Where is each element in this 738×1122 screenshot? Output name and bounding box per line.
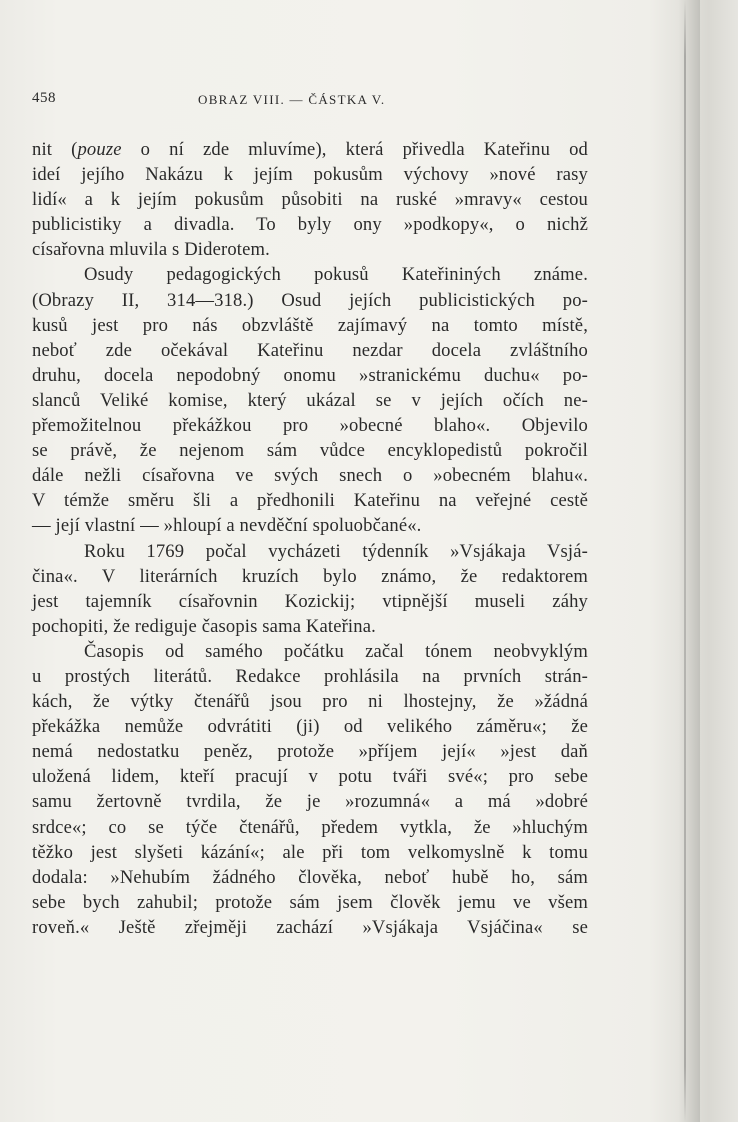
text-line-content: jest tajemník císařovnin Kozickij; vtipnější museli záhy bbox=[32, 590, 588, 612]
text-line-content: kusů jest pro nás obzvláště zajímavý na tomto místě, bbox=[32, 314, 588, 336]
text-line bbox=[32, 313, 588, 338]
text-line-content: lidí« a k jejím pokusům působiti na ruské »mravy« cestou bbox=[32, 189, 588, 211]
text-line bbox=[32, 513, 588, 538]
text-line bbox=[32, 388, 588, 413]
text-line bbox=[32, 262, 588, 287]
text-line-content: kách, že výtky čtenářů jsou pro ni lhostejny, že »žádná bbox=[32, 691, 588, 713]
text-line-content: nit ( bbox=[32, 139, 78, 160]
text-line bbox=[32, 338, 588, 363]
text-line-content: se právě, že nejenom sám vůdce encyklopedistů pokročil bbox=[32, 440, 588, 462]
text-line-content: těžko jest slyšeti kázání«; ale při tom velkomyslně k tomu bbox=[32, 841, 588, 863]
text-line-content: (Obrazy II, 314—318.) Osud jejích publicistických po- bbox=[32, 289, 588, 311]
text-line-content: srdce«; co se týče čtenářů, předem vytkla, že »hluchým bbox=[32, 816, 588, 838]
text-line-content: Osudy pedagogických pokusů Kateřininých známe. bbox=[84, 264, 588, 286]
text-line-content: slanců Veliké komise, který ukázal se v jejích očích ne- bbox=[32, 389, 588, 411]
text-line bbox=[32, 463, 588, 488]
text-line bbox=[32, 639, 588, 664]
text-line bbox=[32, 739, 588, 764]
text-line-content: uložená lidem, kteří pracují v potu tváři své«; pro sebe bbox=[32, 766, 588, 788]
page-edge-shadow bbox=[678, 0, 700, 1122]
text-line-content: čina«. V literárních kruzích bylo známo, že redaktorem bbox=[32, 565, 588, 587]
text-line-content: přemožitelnou překážkou pro »obecné blaho«. Objevilo bbox=[32, 415, 588, 437]
page-edge-line bbox=[684, 0, 686, 1122]
text-line bbox=[32, 589, 588, 614]
text-line-content: u prostých literátů. Redakce prohlásila na prvních strán- bbox=[32, 665, 588, 687]
text-line bbox=[32, 915, 588, 940]
text-line-content: překážka nemůže odvrátiti (ji) od velikého záměru«; že bbox=[32, 716, 588, 738]
text-line-content: dále nežli císařovna ve svých snech o »obecném blahu«. bbox=[32, 465, 588, 487]
text-line-content: ideí jejího Nakázu k jejím pokusům výchovy »nové rasy bbox=[32, 164, 588, 186]
text-line bbox=[32, 488, 588, 513]
text-line bbox=[32, 890, 588, 915]
text-line-content: Časopis od samého počátku začal tónem neobvyklým bbox=[84, 640, 588, 662]
text-line-content: roveň.« Ještě zřejměji zachází »Vsjákaja Vsjáčina« se bbox=[32, 916, 588, 938]
running-title: OBRAZ VIII. — ČÁSTKA V. bbox=[198, 92, 386, 107]
text-line-content: — její vlastní — »hloupí a nevděční spoluobčané«. bbox=[32, 515, 422, 537]
text-line-content: druhu, docela nepodobný onomu »stranickému duchu« po- bbox=[32, 364, 588, 386]
text-line bbox=[32, 789, 588, 814]
text-line bbox=[32, 288, 588, 313]
text-line-content: nemá nedostatku peněz, protože »příjem její« »jest daň bbox=[32, 741, 588, 763]
text-line-content: pochopiti, že rediguje časopis sama Kateřina. bbox=[32, 615, 376, 637]
italic-word: pouze bbox=[77, 139, 122, 160]
text-line bbox=[32, 840, 588, 865]
text-line-rest: o ní zde mluvíme), která přivedla Kateřinu od bbox=[121, 139, 588, 160]
text-line bbox=[32, 413, 588, 438]
text-line bbox=[32, 714, 588, 739]
text-line bbox=[32, 815, 588, 840]
text-line bbox=[32, 564, 588, 589]
text-line bbox=[32, 689, 588, 714]
text-line bbox=[32, 614, 588, 639]
page-number: 458 bbox=[32, 90, 56, 106]
text-line bbox=[32, 865, 588, 890]
text-line-content: sebe bych zahubil; protože sám jsem člověk jemu ve všem bbox=[32, 891, 588, 913]
text-line bbox=[32, 363, 588, 388]
text-line bbox=[32, 162, 588, 187]
text-line-content: Roku 1769 počal vycházeti týdenník »Vsjákaja Vsjá- bbox=[84, 540, 588, 562]
text-line bbox=[32, 137, 588, 162]
page-header bbox=[32, 90, 592, 110]
text-line-content: V témže směru šli a předhonili Kateřinu na veřejné cestě bbox=[32, 490, 588, 512]
text-line bbox=[32, 187, 588, 212]
text-line-content: publicistiky a divadla. To byly ony »podkopy«, o nichž bbox=[32, 214, 588, 236]
text-line bbox=[32, 212, 588, 237]
text-line bbox=[32, 237, 588, 262]
text-line bbox=[32, 438, 588, 463]
text-line bbox=[32, 664, 588, 689]
text-line-content: císařovna mluvila s Diderotem. bbox=[32, 239, 270, 261]
text-line bbox=[32, 764, 588, 789]
text-line-content: dodala: »Nehubím žádného člověka, neboť hubě ho, sám bbox=[32, 866, 588, 888]
text-line-content: neboť zde očekával Kateřinu nezdar docela zvláštního bbox=[32, 339, 588, 361]
body-text bbox=[32, 137, 588, 940]
text-line bbox=[32, 539, 588, 564]
text-line-content: samu žertovně tvrdila, že je »rozumná« a má »dobré bbox=[32, 791, 588, 813]
